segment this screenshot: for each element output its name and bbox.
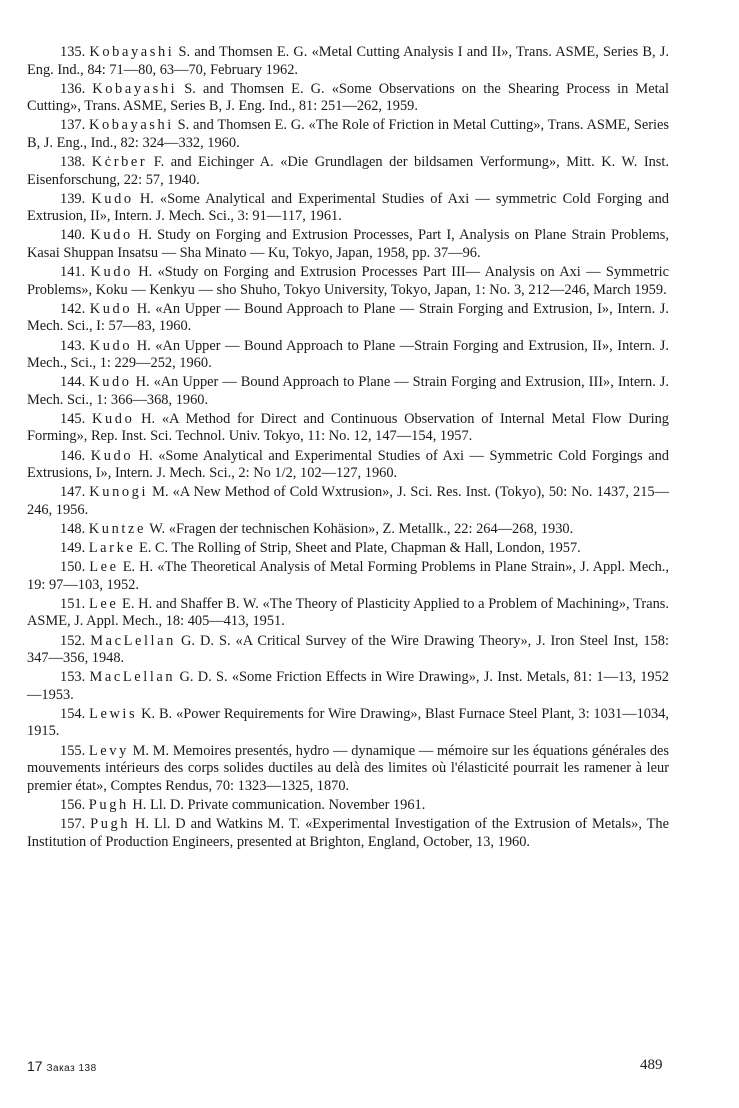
reference-author: Kudo [90,264,133,281]
reference-number: 152. [60,632,86,649]
reference-entry [27,633,669,668]
reference-text: H. «Some Analytical and Experimental Studies of Axi — symmetric Cold Forging and Extrusion, II», Intern. J. Mech. Sci., 3: 91—117, 1961. [27,190,669,225]
reference-text: M. M. Memoires presentés, hydro — dynamique — mémoire sur les équations générales des mouvements intérieurs des corps solides ductiles au delà des limites où l'élasticité pourrait les ramener à leur premier état», Comptes Rendus, 70: 1323—1325, 1870. [27,742,669,794]
reference-text: S. and Thomsen E. G. «The Role of Friction in Metal Cutting», Trans. ASME, Series B, J. Eng., Ind., 82: 324—332, 1960. [27,117,669,151]
reference-entry [27,44,669,79]
reference-number: 154. [60,705,86,722]
reference-entry [27,411,669,446]
reference-number: 144. [60,374,86,391]
reference-author: Pugh [88,796,129,813]
reference-text: G. D. S. «Some Friction Effects in Wire Drawing», J. Inst. Metals, 81: 1—13, 1952—1953. [27,669,669,703]
reference-number: 151. [60,595,86,612]
reference-text: H. «A Method for Direct and Continuous Observation of Internal Metal Flow During Forming», Rep. Inst. Sci. Technol. Univ. Tokyo, 11: No. 12, 147—154, 1957. [27,410,669,445]
reference-text: F. and Eichinger A. «Die Grundlagen der bildsamen Verformung», Mitt. K. W. Inst. Eisenforschung, 22: 57, 1940. [27,154,669,188]
sheet-number: 17 [27,1058,43,1074]
reference-entry [27,484,669,519]
reference-text: G. D. S. «A Critical Survey of the Wire Drawing Theory», J. Iron Steel Inst, 158: 347—356, 1948. [27,632,669,667]
reference-text: H. «Some Analytical and Experimental Studies of Axi — Symmetric Cold Forgings and Extrusions, I», Intern. J. Mech. Sci., 2: No 1/2, 102—127, 1960. [27,447,669,482]
reference-number: 136. [60,80,86,97]
reference-entry [27,669,669,704]
reference-number: 142. [60,300,86,317]
reference-entry [27,743,669,796]
reference-text: E. H. «The Theoretical Analysis of Metal Forming Problems in Plane Strain», J. Appl. Mech., 19: 97—103, 1952. [27,559,669,593]
reference-number: 153. [60,669,86,686]
reference-author: MacLellan [90,632,176,649]
reference-author: MacLellan [89,669,176,686]
reference-text: S. and Thomsen E. G. «Metal Cutting Analysis I and II», Trans. ASME, Series B, J. Eng. Ind., 84: 71—80, 63—70, February 1962. [27,44,669,78]
reference-author: Kuntze [88,520,146,537]
reference-author: Kudo [90,447,134,464]
reference-text: E. C. The Rolling of Strip, Sheet and Plate, Chapman & Hall, London, 1957. [135,540,581,557]
reference-number: 149. [60,540,86,557]
reference-text: W. «Fragen der technischen Kohäsion», Z. Metallk., 22: 264—268, 1930. [145,520,574,537]
reference-author: Kudo [90,227,133,244]
reference-author: Lee [88,595,119,612]
reference-author: Kudo [89,300,133,317]
reference-entry [27,227,669,262]
reference-number: 155. [60,742,86,759]
reference-entry [27,301,669,336]
reference-text: H. «An Upper — Bound Approach to Plane —Strain Forging and Extrusion, II», Intern. J. Mech., Sci., 1: 229—252, 1960. [27,337,669,372]
reference-number: 150. [60,559,86,576]
reference-author: Kobayashi [88,117,174,134]
reference-entry [27,117,669,152]
reference-number: 141. [60,264,86,281]
reference-entry [27,81,669,116]
reference-number: 145. [60,410,86,427]
reference-entry [27,374,669,409]
reference-number: 143. [60,337,86,354]
reference-number: 139. [60,190,86,207]
reference-author: Kobayashi [89,44,175,60]
signature-mark [27,1058,97,1074]
reference-text: K. B. «Power Requirements for Wire Drawing», Blast Furnace Steel Plant, 3: 1031—1034, 1915. [27,705,669,740]
reference-author: Kudo [91,410,135,427]
reference-list [27,44,669,853]
order-label: Заказ 138 [46,1063,97,1074]
reference-author: Kobayashi [92,80,178,97]
reference-entry [27,797,669,815]
reference-entry [27,559,669,594]
reference-author: Kunogi [89,484,149,501]
reference-entry [27,448,669,483]
reference-entry [27,521,669,539]
reference-text: M. «A New Method of Cold Wxtrusion», J. Sci. Res. Inst. (Tokyo), 50: No. 1437, 215—246, 1956. [27,484,669,518]
reference-author: Lee [89,559,119,576]
reference-number: 137. [60,117,86,134]
reference-number: 148. [60,520,86,537]
reference-number: 146. [60,447,86,464]
reference-author: Lewis [89,705,138,722]
reference-author: Larke [88,540,136,557]
reference-entry [27,191,669,226]
reference-entry [27,540,669,558]
reference-author: Levy [88,742,129,759]
reference-text: H. Ll. D. Private communication. November 1961. [128,796,426,813]
reference-entry [27,596,669,631]
reference-entry [27,338,669,373]
reference-entry [27,264,669,299]
reference-entry [27,816,669,851]
reference-author: Kudo [91,190,134,207]
reference-text: H. Ll. D and Watkins M. T. «Experimental Investigation of the Extrusion of Metals», The Institution of Production Engineers, presented at Brighton, England, October, 13, 1960. [27,815,669,850]
reference-text: H. «An Upper — Bound Approach to Plane — Strain Forging and Extrusion, I», Intern. J. Mech. Sci., I: 57—83, 1960. [27,300,669,335]
reference-text: E. H. and Shaffer B. W. «The Theory of Plasticity Applied to a Problem of Machining», Trans. ASME, J. Appl. Mech., 18: 405—413, 1951. [27,595,669,630]
reference-text: H. «An Upper — Bound Approach to Plane — Strain Forging and Extrusion, III», Intern. J. Mech. Sci., 1: 366—368, 1960. [27,374,669,408]
reference-author: Kudo [89,374,132,391]
reference-author: Pugh [90,815,131,832]
reference-number: 157. [60,815,86,832]
reference-text: H. Study on Forging and Extrusion Processes, Part I, Analysis on Plane Strain Problems, Kasai Shuppan Insatsu — Sha Minato — Ku, Tokyo, Japan, 1958, pp. 37—96. [27,227,669,262]
reference-entry [27,706,669,741]
reference-number: 156. [60,796,86,813]
reference-text: S. and Thomsen E. G. «Some Observations on the Shearing Process in Metal Cutting», Trans. ASME, Series B, J. Eng. Ind., 81: 251—262, 1959. [27,80,669,115]
page-number: 489 [640,1057,663,1073]
reference-number: 138. [60,154,86,171]
reference-number: 147. [60,484,86,501]
reference-author: Kudo [89,337,133,354]
reference-author: Kċrber [91,154,148,171]
reference-text: H. «Study on Forging and Extrusion Processes Part III— Analysis on Axi — Symmetric Problems», Koku — Kenkyu — sho Shuho, Tokyo University, Tokyo, Japan, 1: No. 3, 212—246, March 1959. [27,264,669,298]
reference-number: 140. [60,227,86,244]
reference-number: 135. [60,44,86,60]
reference-entry [27,154,669,189]
